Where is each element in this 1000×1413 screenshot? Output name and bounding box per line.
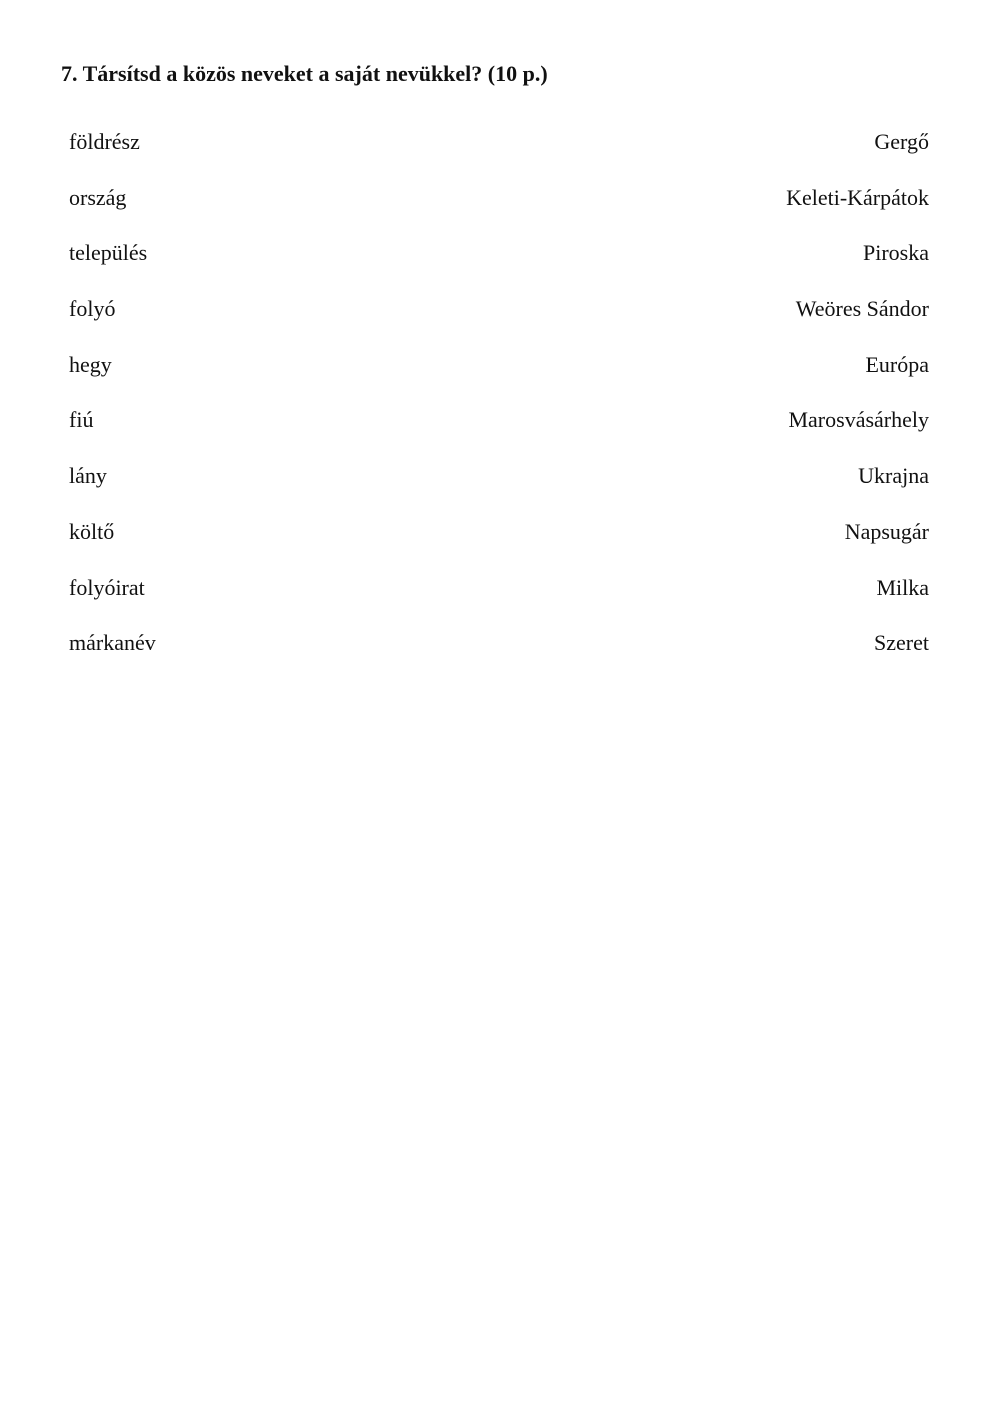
matching-row xyxy=(69,516,929,572)
proper-noun[interactable]: Marosvásárhely xyxy=(788,407,929,433)
common-noun[interactable]: folyó xyxy=(69,296,116,322)
matching-row xyxy=(69,293,929,349)
common-noun[interactable]: földrész xyxy=(69,129,140,154)
matching-row xyxy=(69,572,929,628)
proper-noun[interactable]: Ukrajna xyxy=(858,463,929,489)
common-noun[interactable]: hegy xyxy=(69,351,112,377)
matching-row xyxy=(69,460,929,516)
common-noun[interactable]: folyóirat xyxy=(69,574,145,600)
proper-noun[interactable]: Napsugár xyxy=(844,518,929,544)
exercise-title: 7. Társítsd a közös neveket a saját nevükkel? (10 p.) xyxy=(61,61,548,86)
common-noun[interactable]: település xyxy=(69,240,148,266)
common-noun[interactable]: ország xyxy=(69,184,127,210)
common-noun[interactable]: márkanév xyxy=(69,630,156,656)
matching-row xyxy=(69,404,929,460)
proper-noun[interactable]: Weöres Sándor xyxy=(795,296,929,322)
common-noun[interactable]: lány xyxy=(69,463,107,489)
proper-noun[interactable]: Gergő xyxy=(874,129,929,154)
matching-row xyxy=(69,349,929,405)
matching-row xyxy=(69,182,929,238)
matching-row xyxy=(69,237,929,293)
common-noun[interactable]: fiú xyxy=(69,407,94,433)
matching-row xyxy=(69,126,929,182)
proper-noun[interactable]: Keleti-Kárpátok xyxy=(786,184,929,210)
proper-noun[interactable]: Milka xyxy=(876,574,929,600)
matching-list xyxy=(69,126,929,683)
proper-noun[interactable]: Piroska xyxy=(863,240,929,266)
matching-row xyxy=(69,627,929,683)
proper-noun[interactable]: Szeret xyxy=(874,630,929,656)
common-noun[interactable]: költő xyxy=(69,518,115,544)
proper-noun[interactable]: Európa xyxy=(865,351,929,377)
